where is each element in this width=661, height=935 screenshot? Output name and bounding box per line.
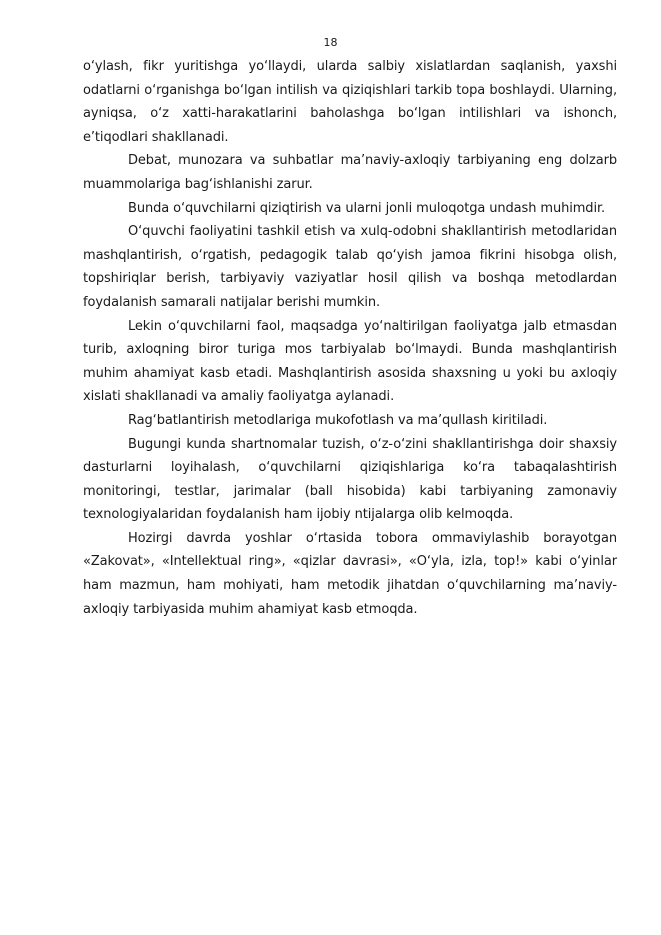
paragraph: Bunda o‘quvchilarni qiziqtirish va ularni jonli muloqotga undash muhimdir. bbox=[128, 200, 606, 216]
paragraph: Rag‘batlantirish metodlariga mukofotlash va ma’qullash kiritiladi. bbox=[128, 412, 548, 428]
document-body bbox=[83, 55, 617, 621]
paragraph: O‘quvchi faoliyatini tashkil etish va xulq-odobni shakllantirish metodlaridan mashqlantirish, o‘rgatish, pedagogik talab qo‘yish jamoa fikrini hisobga olish, topshiriqlar berish, tarbiyaviy vaziyatlar hosil qilish va boshqa metodlardan foydalanish samarali natijalar berishi mumkin. bbox=[83, 224, 617, 310]
paragraph: o‘ylash, fikr yuritishga yo‘llaydi, ularda salbiy xislatlardan saqlanish, yaxshi odatlarni o‘rganishga bo‘lgan intilish va qiziqishlari tarkib topa boshlaydi. Ularning, ayniqsa, o‘z xatti-harakatlarini baholashga bo‘lgan intilishlari va ishonch, e’tiqodlari shakllanadi. bbox=[83, 59, 617, 145]
paragraph: Lekin o‘quvchilarni faol, maqsadga yo‘naltirilgan faoliyatga jalb etmasdan turib, axloqning biror turiga mos tarbiyalab bo‘lmaydi. Bunda mashqlantirish muhim ahamiyat kasb etadi. Mashqlantirish asosida shaxsning u yoki bu axloqiy xislati shakllanadi va amaliy faoliyatga aylanadi. bbox=[83, 318, 617, 405]
paragraph: Hozirgi davrda yoshlar o‘rtasida tobora ommaviylashib borayotgan «Zakovat», «Intellektual ring», «qizlar davrasi», «O‘yla, izla, top!» kabi o‘yinlar ham mazmun, ham mohiyati, ham metodik jihatdan o‘quvchilarning ma’naviy-axloqiy tarbiyasida muhim ahamiyat kasb etmoqda. bbox=[83, 530, 617, 617]
paragraph: Debat, munozara va suhbatlar ma’naviy-axloqiy tarbiyaning eng dolzarb muammolariga bag‘ishlanishi zarur. bbox=[83, 153, 617, 192]
page-number: 18 bbox=[323, 36, 338, 49]
paragraph: Bugungi kunda shartnomalar tuzish, o‘z-o‘zini shakllantirishga doir shaxsiy dasturlarni loyihalash, o‘quvchilarni qiziqishlariga ko‘ra tabaqalashtirish monitoringi, testlar, jarimalar (ball hisobida) kabi tarbiyaning zamonaviy texnologiyalaridan foydalanish ham ijobiy ntijalarga olib kelmoqda. bbox=[83, 436, 617, 523]
